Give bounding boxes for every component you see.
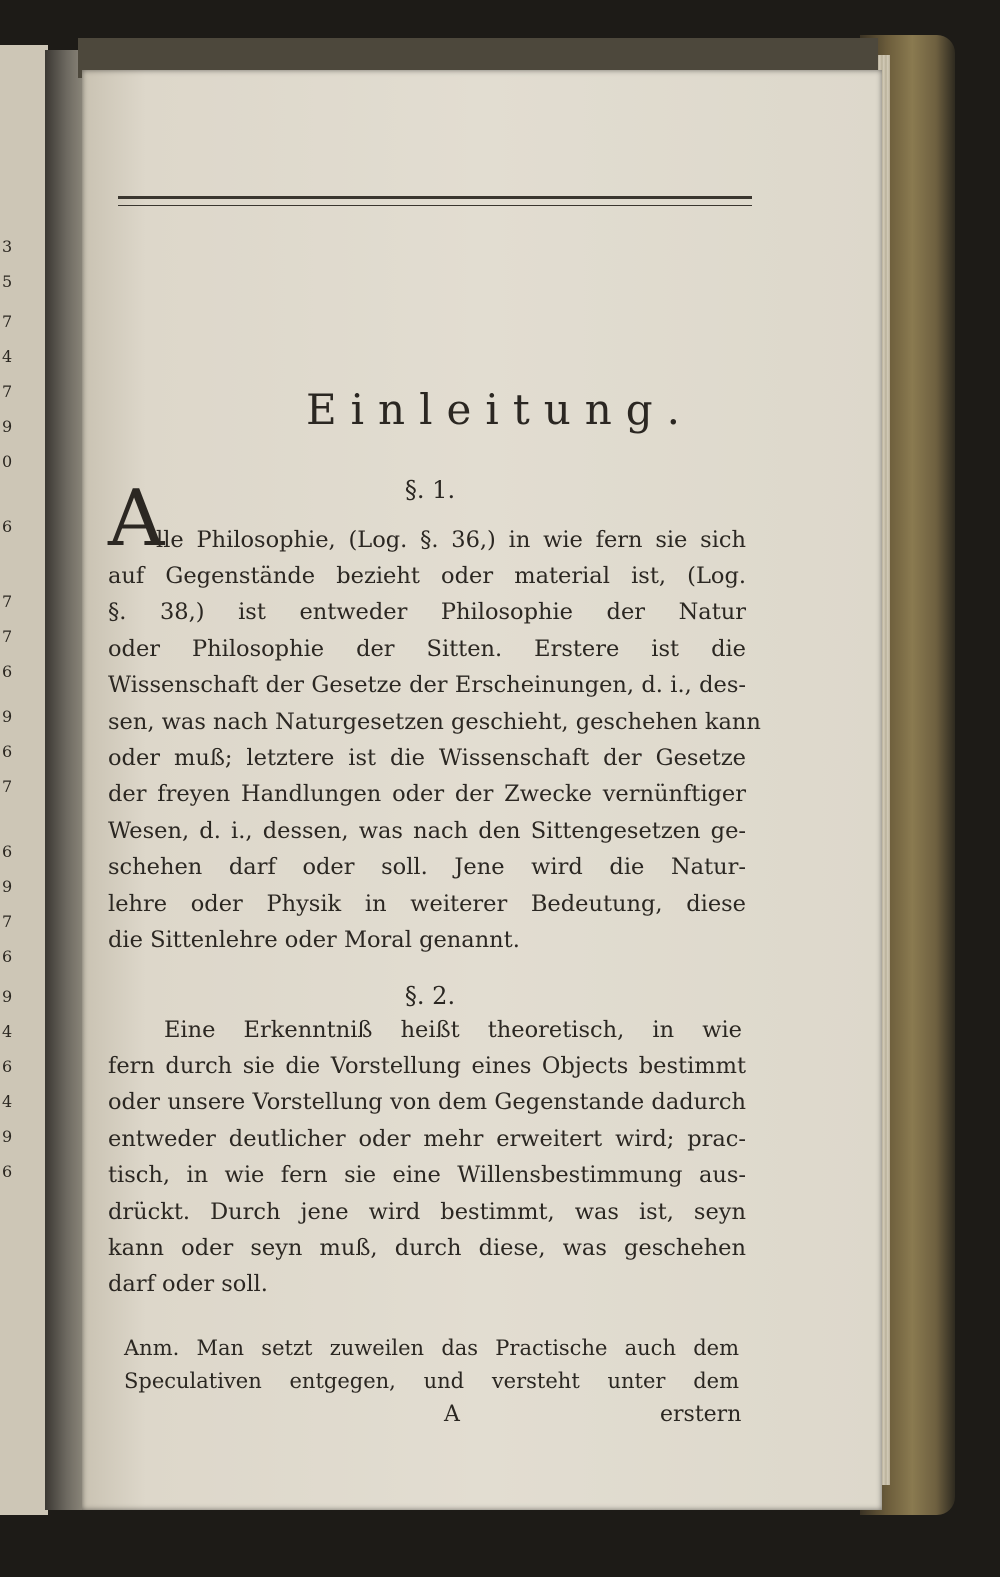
facing-digit: 7 <box>2 912 13 931</box>
facing-digit: 7 <box>2 382 13 401</box>
facing-digit: 6 <box>2 842 13 861</box>
facing-digit: 6 <box>2 1162 13 1181</box>
catchword: erstern <box>660 1402 742 1427</box>
text-line: auf Gegenstände bezieht oder material ist, (Log. <box>108 563 746 589</box>
text-line: darf oder soll. <box>108 1271 268 1298</box>
facing-digit: 7 <box>2 312 13 331</box>
text-line: §. 38,) ist entweder Philosophie der Natur <box>108 599 746 626</box>
text-line: oder Philosophie der Sitten. Erstere ist die <box>108 635 746 662</box>
facing-digit: 3 <box>2 237 13 256</box>
text-line: der freyen Handlungen oder der Zwecke vernünftiger <box>108 781 746 808</box>
section-2-first-line <box>164 1012 742 1048</box>
facing-digit: 9 <box>2 877 13 896</box>
facing-digit: 5 <box>2 272 13 291</box>
text-line: Anm. Man setzt zuweilen das Practische auch dem <box>124 1336 739 1360</box>
annotation-note <box>124 1332 739 1398</box>
text-line: die Sittenlehre oder Moral genannt. <box>108 927 520 954</box>
facing-digit: 6 <box>2 947 13 966</box>
facing-digit: 4 <box>2 347 13 366</box>
facing-digit: 9 <box>2 707 13 726</box>
facing-digit: 7 <box>2 777 13 796</box>
signature-mark: A <box>444 1402 460 1427</box>
text-line: Wesen, d. i., dessen, was nach den Sittengesetzen ge- <box>108 817 746 844</box>
section-2-mark: §. 2. <box>404 982 456 1010</box>
drop-cap: A <box>108 474 165 564</box>
facing-digit: 0 <box>2 452 13 471</box>
facing-digit: 4 <box>2 1092 13 1111</box>
text-line: oder unsere Vorstellung von dem Gegenstande dadurch <box>108 1089 746 1116</box>
text-line: schehen darf oder soll. Jene wird die Natur- <box>108 854 746 881</box>
section-1-mark: §. 1. <box>404 476 456 504</box>
section-2-paragraph <box>108 1048 746 1303</box>
facing-digit: 7 <box>2 627 13 646</box>
text-line: tisch, in wie fern sie eine Willensbestimmung aus- <box>108 1162 746 1189</box>
header-rule <box>118 196 752 206</box>
facing-digit: 7 <box>2 592 13 611</box>
facing-digit: 6 <box>2 662 13 681</box>
facing-digit: 6 <box>2 517 13 536</box>
facing-digit: 9 <box>2 987 13 1006</box>
text-line: lle Philosophie, (Log. §. 36,) in wie fern sie sich <box>156 527 746 553</box>
facing-digit: 6 <box>2 1057 13 1076</box>
facing-digit: 9 <box>2 1127 13 1146</box>
text-line: fern durch sie die Vorstellung eines Objects bestimmt <box>108 1053 746 1079</box>
text-line: lehre oder Physik in weiterer Bedeutung, diese <box>108 890 746 917</box>
page-title: Einleitung. <box>305 385 695 434</box>
text-line: kann oder seyn muß, durch diese, was geschehen <box>108 1235 746 1262</box>
text-line: oder muß; letztere ist die Wissenschaft der Gesetze <box>108 745 746 772</box>
text-line: drückt. Durch jene wird bestimmt, was ist, seyn <box>108 1198 746 1225</box>
section-1-paragraph <box>108 558 761 958</box>
text-line: sen, was nach Naturgesetzen geschieht, geschehen kann <box>108 708 761 735</box>
section-1-first-line <box>156 522 746 558</box>
text-line: Speculativen entgegen, und versteht unter dem <box>124 1369 739 1393</box>
facing-digit: 4 <box>2 1022 13 1041</box>
text-line: Wissenschaft der Gesetze der Erscheinungen, d. i., des- <box>108 672 746 699</box>
facing-digit: 6 <box>2 742 13 761</box>
text-line: Eine Erkenntniß heißt theoretisch, in wie <box>164 1017 742 1043</box>
facing-digit: 9 <box>2 417 13 436</box>
text-line: entweder deutlicher oder mehr erweitert wird; prac- <box>108 1125 746 1152</box>
